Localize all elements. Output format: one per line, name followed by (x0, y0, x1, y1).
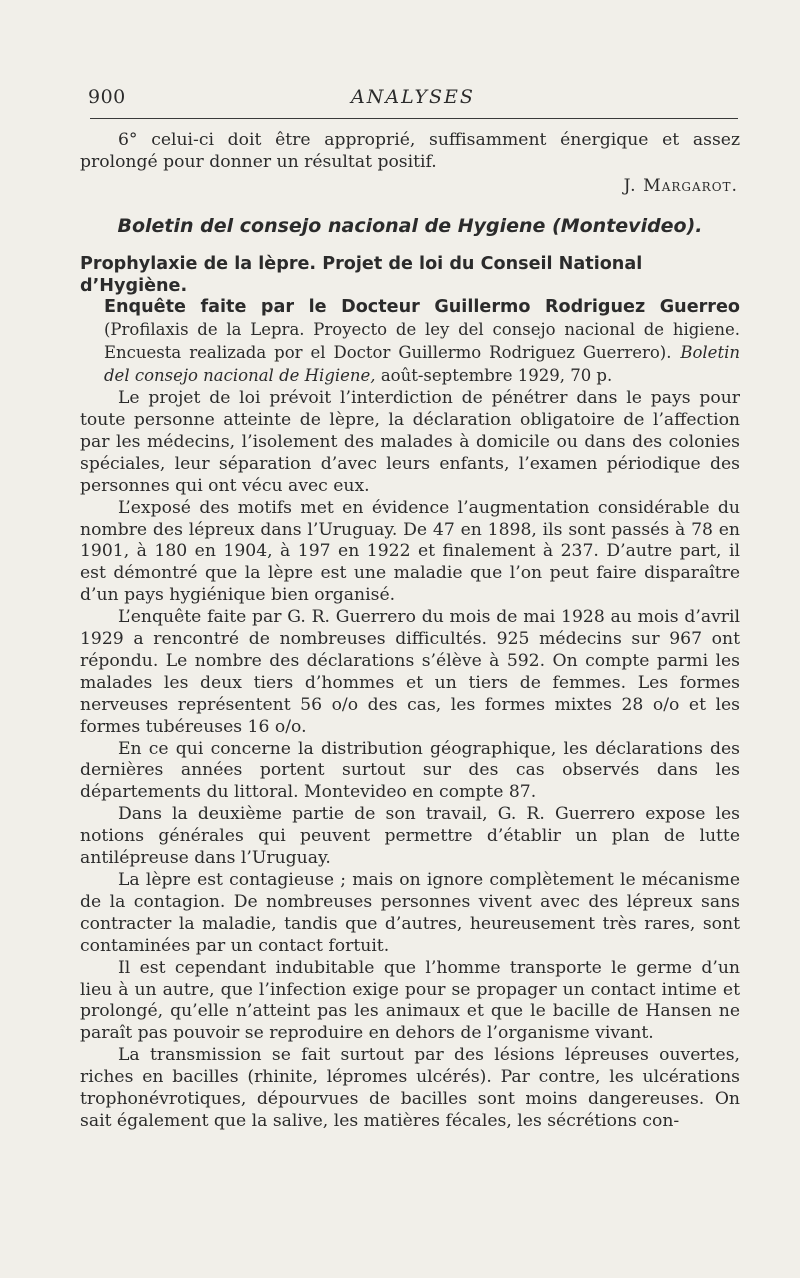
article-subtitle: Enquête faite par le Docteur Guillermo Rodriguez Guerreo (104, 297, 740, 318)
author-signature: J. Margarot. (623, 175, 738, 196)
paragraph: La lèpre est contagieuse ; mais on ignore complètement le mécanisme de la contagion. De nombreuses personnes vivent avec des lépreux sans contracter la maladie, tandis que d’autres, heureusement très rares, sont contaminées par un contact fortuit. (80, 870, 740, 956)
article-subtitle-block (80, 297, 740, 388)
page-number: 900 (88, 86, 126, 108)
previous-article-end: 6° celui-ci doit être approprié, suffisamment énergique et assez prolongé pour donner un résultat positif. (80, 130, 740, 172)
page-header (88, 86, 738, 116)
source-date: août-septembre 1929, 70 p. (380, 366, 613, 386)
journal-heading: Boletin del consejo nacional de Hygiene (Montevideo). (117, 214, 703, 237)
paragraph: Le projet de loi prévoit l’interdiction de pénétrer dans le pays pour toute personne atteinte de lèpre, la déclaration obligatoire de l’affection par les médecins, l’isolement des malades à domicile ou dans des colonies spéciales, leur séparation d’avec leurs enfants, l’examen périodique des personnes qui ont vécu avec eux. (80, 388, 740, 496)
article-heading (80, 254, 740, 388)
running-title: ANALYSES (351, 86, 475, 108)
header-rule (90, 118, 738, 119)
paragraph: Il est cependant indubitable que l’homme transporte le germe d’un lieu à un autre, que l’infection exige pour se propager un contact intime et prolongé, qu’elle n’atteint pas les animaux et que le bacille de Hansen ne paraît pas pouvoir se reproduire en dehors de l’organisme vivant. (80, 957, 740, 1044)
source-spanish: (Profilaxis de la Lepra. Proyecto de ley del consejo nacional de higiene. Encuesta realizada por el Doctor Guillermo Rodriguez Guerrero). (104, 320, 740, 363)
paragraph: L’exposé des motifs met en évidence l’augmentation considérable du nombre des lépreux dans l’Uruguay. De 47 en 1898, ils sont passés à 78 en 1901, à 180 en 1904, à 197 en 1922 et finalement à 237. D’autre part, il est démontré que la lèpre est une maladie que l’on peut faire disparaître d’un pays hygiénique bien organisé. (80, 497, 740, 606)
paragraph: L’enquête faite par G. R. Guerrero du mois de mai 1928 au mois d’avril 1929 a rencontré de nombreuses difficultés. 925 médecins sur 967 ont répondu. Le nombre des déclarations s’élève à 592. On compte parmi les malades les deux tiers d’hommes et un tiers de femmes. Les formes nerveuses représentent 56 o/o des cas, les formes mixtes 28 o/o et les formes tubéreuses 16 o/o. (80, 607, 740, 737)
paragraph: Dans la deuxième partie de son travail, G. R. Guerrero expose les notions générales qui peuvent permettre d’établir un plan de lutte antilépreuse dans l’Uruguay. (80, 804, 740, 869)
paragraph: La transmission se fait surtout par des lésions lépreuses ouvertes, riches en bacilles (rhinite, lépromes ulcérés). Par contre, les ulcérations trophonévrotiques, dépourvues de bacilles sont moins dangereuses. On sait également que la salive, les matières fécales, les sécrétions con- (80, 1045, 740, 1131)
article-title: Prophylaxie de la lèpre. Projet de loi du Conseil National d’Hygiène. (80, 253, 643, 296)
source-journal: Boletin del consejo nacional de Higiene, (104, 343, 740, 386)
body-text (80, 130, 740, 1133)
paragraph: En ce qui concerne la distribution géographique, les déclarations des dernières années portent surtout sur des cas observés dans les départements du littoral. Montevideo en compte 87. (80, 738, 740, 803)
